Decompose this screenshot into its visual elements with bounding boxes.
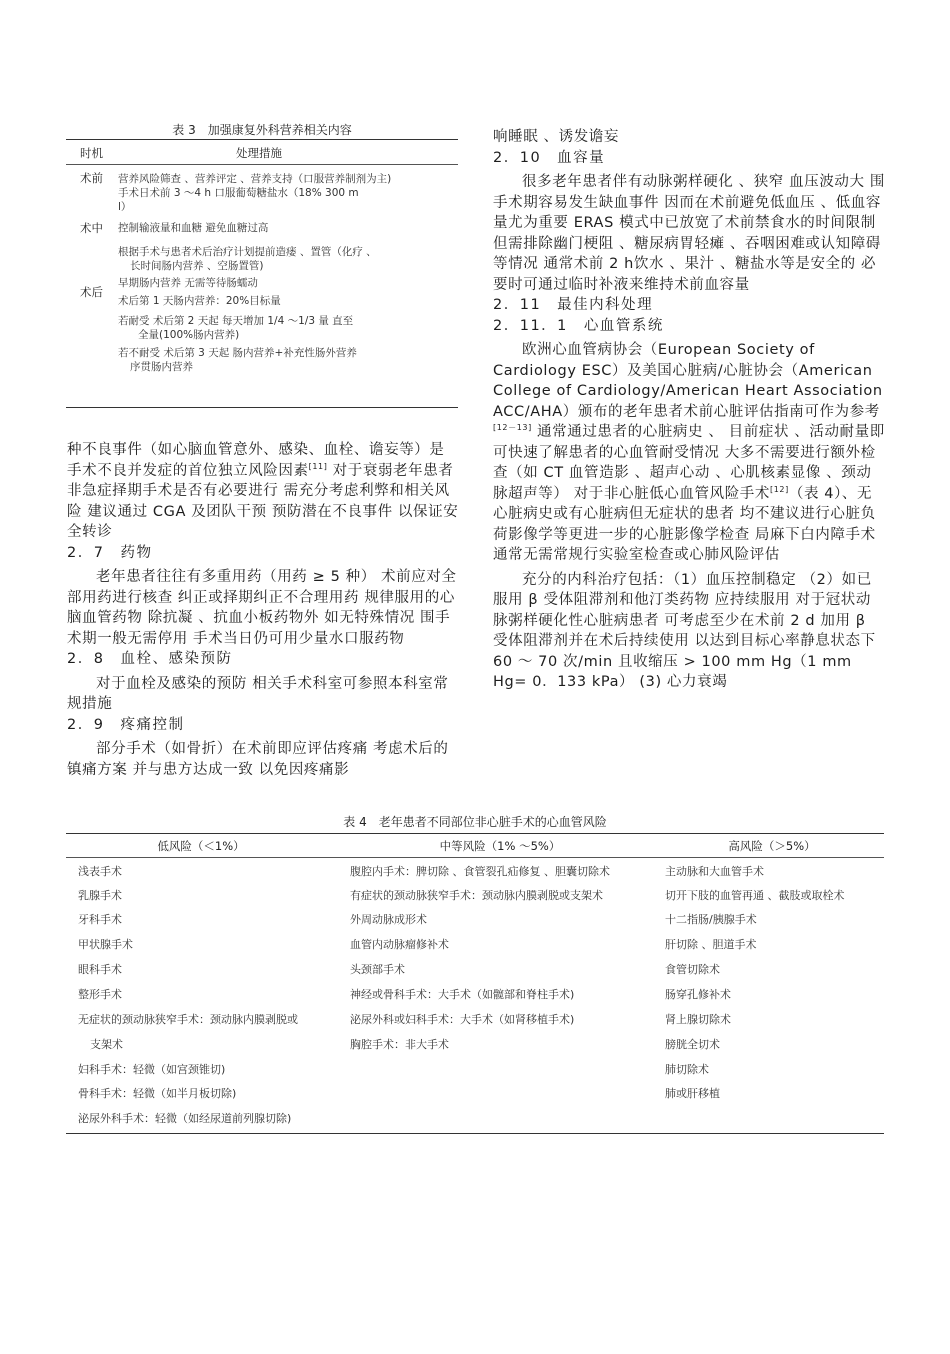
table3-post-item: 若耐受 术后第 2 天起 每天增加 1/4 ～1/3 量 直至 (118, 315, 354, 327)
table3-phase-post: 术后 (80, 285, 103, 299)
table3-post-item: 根据手术与患者术后治疗计划提前造瘘 、置管（化疗 、 (118, 246, 377, 258)
section-heading-2-9: 2．9 疼痛控制 (67, 716, 185, 733)
table3-header-measures: 处理措施 (236, 146, 282, 160)
table3-pre-item: l） (118, 201, 132, 213)
section-heading-2-11: 2．11 最佳内科处理 (493, 297, 654, 313)
table4-mid-item: 头颈部手术 (350, 963, 405, 976)
table4-low-item: 眼科手术 (78, 963, 122, 976)
table4-top-rule (66, 833, 884, 834)
paragraph: 欧洲心血管病协会（European Society of Cardiology ESC）及美国心脏病/心脏协会（American College of Cardiology/American Heart Association ACC/AHA）颁布的老年患者术前心脏评估指南可作为参考[12－13] 通常通过患者的心脏病史 、 目前症状 、活动耐量即可快速了解患者的心血管耐受情况 大多不需要进行额外检查（如 CT 血管造影 、超声心动 、心肌核素显像 、颈动脉超声等） 对于非心脏低心血管风险手术[12]（表 4）、无心脏病史或有心脏病但无症状的患者 均不建议进行心脏负荷影像学等更进一步的心脏影像学检查 局麻下白内障手术通常无需常规行实验室检查或心肺风险评估 (493, 342, 885, 563)
table3-post-item: 早期肠内营养 无需等待肠蠕动 (118, 277, 258, 289)
table4-mid-item: 有症状的颈动脉狭窄手术：颈动脉内膜剥脱或支架术 (350, 889, 603, 902)
table4-low-item: 妇科手术：轻微（如宫颈锥切) (78, 1063, 226, 1076)
citation: [11] (308, 461, 328, 471)
table3-phase-pre: 术前 (80, 171, 103, 185)
table4-mid-item: 外周动脉成形术 (350, 913, 427, 926)
table3-top-rule (66, 139, 458, 140)
table4-low-item: 无症状的颈动脉狭窄手术：颈动脉内膜剥脱或 (78, 1013, 298, 1026)
table3-pre-item: 手术日术前 3 ～4 h 口服葡萄糖盐水（18% 300 m (118, 187, 359, 199)
table3-post-item: 长时间肠内营养 、空肠置管) (130, 260, 264, 272)
table4-header-mid: 中等风险（1% ～5%） (439, 839, 561, 853)
table3-intra-item: 控制输液量和血糖 避免血糖过高 (118, 222, 269, 234)
table4-low-item: 牙科手术 (78, 913, 122, 926)
paragraph: 部分手术（如骨折）在术前即应评估疼痛 考虑术后的镇痛方案 并与患方达成一致 以免因疼痛影 (67, 741, 449, 778)
table4-high-item: 肾上腺切除术 (665, 1013, 731, 1026)
table4-high-item: 食管切除术 (665, 963, 720, 976)
table3-post-item: 若不耐受 术后第 3 天起 肠内营养+补充性肠外营养 (118, 347, 357, 359)
table4-high-item: 肺切除术 (665, 1063, 709, 1076)
right-column (493, 127, 885, 693)
section-heading-2-10: 2．10 血容量 (493, 149, 606, 166)
table4-low-item: 乳腺手术 (78, 889, 122, 902)
section-heading-2-8: 2．8 血栓、感染预防 (67, 651, 233, 667)
section-heading-2-7: 2．7 药物 (67, 544, 153, 561)
paragraph: 老年患者往往有多重用药（用药 ≥ 5 种） 术前应对全部用药进行核查 纠正或择期纠正不合理用药 规律服用的心脑血管药物 除抗凝 、抗血小板药物外 如无特殊情况 围手术期一般无需停用 手术当日仍可用少量水口服药物 (67, 569, 457, 647)
citation: [12－13] (493, 423, 532, 433)
table4-high-item: 切开下肢的血管再通 、截肢或取栓术 (665, 889, 845, 902)
table4-header-rule (66, 857, 884, 858)
table4-low-item: 甲状腺手术 (78, 938, 133, 951)
table4-header-low: 低风险（＜1%） (157, 839, 245, 853)
table4-mid-item: 泌尿外科或妇科手术：大手术（如肾移植手术) (350, 1013, 575, 1026)
table4-bottom-rule (66, 1133, 884, 1134)
table3-post-item: 全量(100%肠内营养) (138, 329, 240, 341)
table4-high-item: 肺或肝移植 (665, 1087, 720, 1100)
table4-low-item: 支架术 (90, 1038, 123, 1051)
table3-phase-intra: 术中 (80, 221, 103, 235)
table3-post-item: 序贯肠内营养 (130, 361, 193, 373)
table4-high-item: 肝切除 、胆道手术 (665, 938, 757, 951)
section-heading-2-11-1: 2．11．1 心血管系统 (493, 317, 664, 334)
paragraph: 种不良事件（如心脑血管意外、感染、血栓、谵妄等）是手术不良并发症的首位独立风险因素[11] 对于衰弱老年患者 非急症择期手术是否有必要进行 需充分考虑利弊和相关风险 建议通过 CGA 及团队干预 预防潜在不良事件 以保证安全转诊 (67, 442, 459, 540)
table3-post-item: 术后第 1 天肠内营养：20%目标量 (118, 295, 281, 307)
table4-high-item: 主动脉和大血管手术 (665, 865, 764, 878)
table4-title: 表 4 老年患者不同部位非心脏手术的心血管风险 (343, 815, 607, 829)
table4-low-item: 骨科手术：轻微（如半月板切除) (78, 1087, 237, 1100)
table4-low-item: 泌尿外科手术：轻微（如经尿道前列腺切除) (78, 1112, 292, 1125)
left-column (67, 440, 459, 780)
table4-mid-item: 血管内动脉瘤修补术 (350, 938, 449, 951)
paragraph: 很多老年患者伴有动脉粥样硬化 、狭窄 血压波动大 围手术期容易发生缺血事件 因而在术前避免低血压 、低血容量尤为重要 ERAS 模式中已放宽了术前禁食水的时间限制 但需排除幽门梗阻 、糖尿病胃轻瘫 、吞咽困难或认知障碍等情况 通常术前 2 h饮水 、果汁 、糖盐水等是安全的 必要时可通过临时补液来维持术前血容量 (493, 174, 885, 293)
table3-header-timing: 时机 (80, 146, 103, 160)
table3-header-rule (66, 164, 458, 165)
table4-low-item: 整形手术 (78, 988, 122, 1001)
table4-header-high: 高风险（＞5%） (728, 839, 816, 853)
table3-bottom-rule (66, 407, 458, 408)
paragraph: 充分的内科治疗包括：（1）血压控制稳定 （2）如已服用 β 受体阻滞剂和他汀类药物 应持续服用 对于冠状动脉粥样硬化性心脏病患者 可考虑至少在术前 2 d 加用 β 受体阻滞剂并在术后持续使用 以达到目标心率静息状态下 60 ～ 70 次/min 且收缩压 > 100 mm Hg（1 mm Hg= 0．133 kPa） (3) 心力衰竭 (493, 571, 876, 690)
table4-mid-item: 腹腔内手术：脾切除 、食管裂孔疝修复 、胆囊切除术 (350, 865, 610, 878)
table3-pre-item: 营养风险筛查 、营养评定 、营养支持（口服营养制剂为主) (118, 173, 392, 185)
table3-title: 表 3 加强康复外科营养相关内容 (172, 123, 352, 137)
table4-high-item: 十二指肠/胰腺手术 (665, 913, 757, 926)
table4-high-item: 膀胱全切术 (665, 1038, 720, 1051)
table4-mid-item: 胸腔手术：非大手术 (350, 1038, 449, 1051)
table4-high-item: 肠穿孔修补术 (665, 988, 731, 1001)
table4-mid-item: 神经或骨科手术：大手术（如髋部和脊柱手术) (350, 988, 575, 1001)
citation: [12] (770, 484, 789, 494)
paragraph: 响睡眠 、诱发谵妄 (493, 129, 620, 145)
paragraph: 对于血栓及感染的预防 相关手术科室可参照本科室常规措施 (67, 675, 449, 712)
table4-low-item: 浅表手术 (78, 865, 122, 878)
